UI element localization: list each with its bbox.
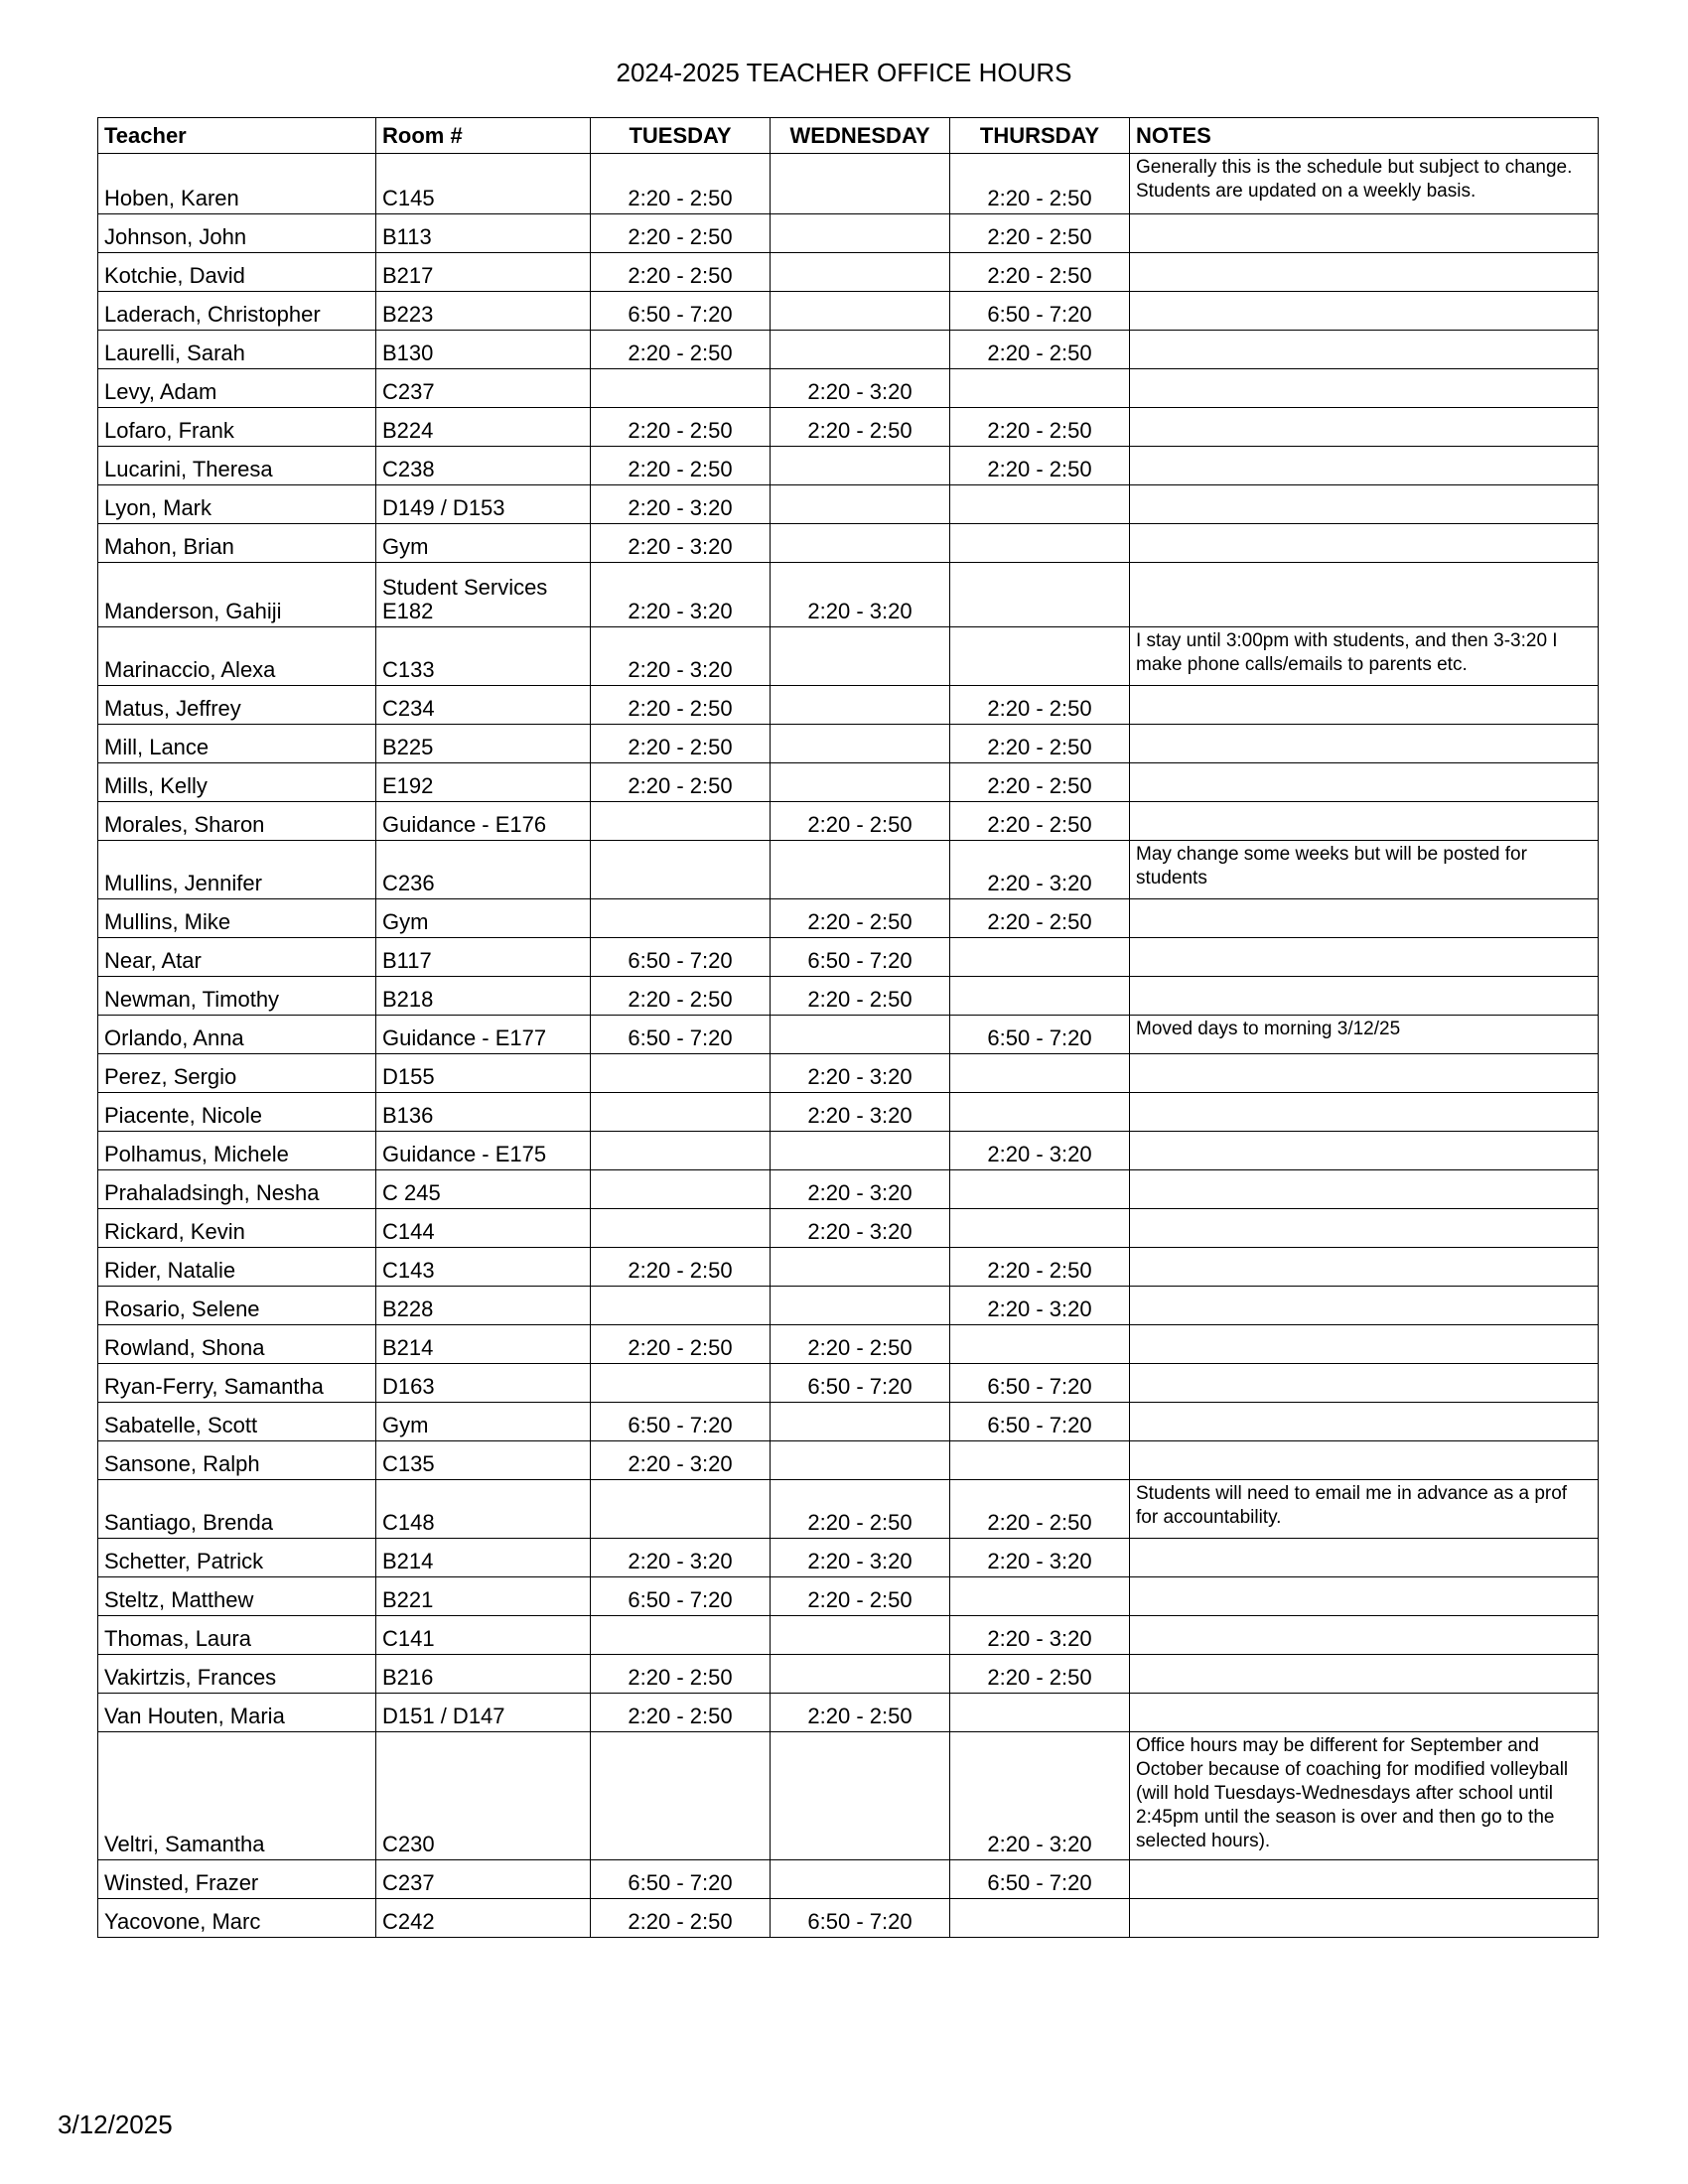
- thursday-cell: 6:50 - 7:20: [950, 1860, 1130, 1899]
- tuesday-cell: [591, 841, 771, 899]
- teacher-cell: Perez, Sergio: [98, 1054, 376, 1093]
- table-row: [98, 1054, 1599, 1093]
- table-row: [98, 1655, 1599, 1694]
- room-cell: D151 / D147: [376, 1694, 591, 1732]
- table-row: [98, 1480, 1599, 1539]
- wednesday-cell: 2:20 - 3:20: [771, 1539, 950, 1577]
- room-cell: C237: [376, 369, 591, 408]
- wednesday-cell: [771, 253, 950, 292]
- room-cell: B221: [376, 1577, 591, 1616]
- room-cell: Gym: [376, 524, 591, 563]
- thursday-cell: 2:20 - 2:50: [950, 214, 1130, 253]
- teacher-cell: Orlando, Anna: [98, 1016, 376, 1054]
- tuesday-cell: 2:20 - 2:50: [591, 253, 771, 292]
- wednesday-cell: [771, 1287, 950, 1325]
- table-row: [98, 627, 1599, 686]
- room-cell: C238: [376, 447, 591, 485]
- header-notes: NOTES: [1130, 118, 1599, 154]
- notes-cell: [1130, 1093, 1599, 1132]
- teacher-cell: Johnson, John: [98, 214, 376, 253]
- teacher-cell: Mill, Lance: [98, 725, 376, 763]
- tuesday-cell: 2:20 - 2:50: [591, 408, 771, 447]
- header-room: Room #: [376, 118, 591, 154]
- notes-cell: [1130, 1694, 1599, 1732]
- room-cell: B214: [376, 1539, 591, 1577]
- thursday-cell: [950, 1694, 1130, 1732]
- teacher-cell: Thomas, Laura: [98, 1616, 376, 1655]
- teacher-cell: Santiago, Brenda: [98, 1480, 376, 1539]
- teacher-cell: Piacente, Nicole: [98, 1093, 376, 1132]
- thursday-cell: [950, 1899, 1130, 1938]
- wednesday-cell: 2:20 - 2:50: [771, 977, 950, 1016]
- table-row: [98, 1287, 1599, 1325]
- table-row: [98, 841, 1599, 899]
- room-cell: Gym: [376, 1403, 591, 1441]
- wednesday-cell: [771, 1132, 950, 1170]
- tuesday-cell: 2:20 - 2:50: [591, 154, 771, 214]
- teacher-cell: Lyon, Mark: [98, 485, 376, 524]
- table-row: [98, 686, 1599, 725]
- wednesday-cell: [771, 524, 950, 563]
- thursday-cell: [950, 369, 1130, 408]
- wednesday-cell: 2:20 - 2:50: [771, 1694, 950, 1732]
- notes-cell: [1130, 214, 1599, 253]
- notes-cell: [1130, 1539, 1599, 1577]
- table-row: [98, 1209, 1599, 1248]
- table-row: [98, 253, 1599, 292]
- table-row: [98, 1093, 1599, 1132]
- tuesday-cell: 2:20 - 3:20: [591, 627, 771, 686]
- table-row: [98, 524, 1599, 563]
- thursday-cell: [950, 627, 1130, 686]
- notes-cell: [1130, 1899, 1599, 1938]
- notes-cell: [1130, 408, 1599, 447]
- room-cell: Student Services E182: [376, 563, 591, 627]
- thursday-cell: 2:20 - 2:50: [950, 899, 1130, 938]
- tuesday-cell: 2:20 - 2:50: [591, 725, 771, 763]
- wednesday-cell: 6:50 - 7:20: [771, 1899, 950, 1938]
- wednesday-cell: 2:20 - 3:20: [771, 563, 950, 627]
- teacher-cell: Polhamus, Michele: [98, 1132, 376, 1170]
- tuesday-cell: 2:20 - 2:50: [591, 1899, 771, 1938]
- thursday-cell: 2:20 - 2:50: [950, 725, 1130, 763]
- thursday-cell: [950, 977, 1130, 1016]
- room-cell: Guidance - E176: [376, 802, 591, 841]
- table-row: [98, 331, 1599, 369]
- notes-cell: Students will need to email me in advance as a prof for accountability.: [1130, 1480, 1599, 1539]
- thursday-cell: 6:50 - 7:20: [950, 1364, 1130, 1403]
- tuesday-cell: [591, 1209, 771, 1248]
- room-cell: B216: [376, 1655, 591, 1694]
- notes-cell: [1130, 1170, 1599, 1209]
- tuesday-cell: 6:50 - 7:20: [591, 938, 771, 977]
- notes-cell: [1130, 802, 1599, 841]
- tuesday-cell: 2:20 - 2:50: [591, 686, 771, 725]
- tuesday-cell: 6:50 - 7:20: [591, 292, 771, 331]
- table-row: [98, 408, 1599, 447]
- wednesday-cell: [771, 292, 950, 331]
- tuesday-cell: [591, 1732, 771, 1860]
- tuesday-cell: [591, 369, 771, 408]
- teacher-cell: Sabatelle, Scott: [98, 1403, 376, 1441]
- wednesday-cell: [771, 485, 950, 524]
- wednesday-cell: [771, 1860, 950, 1899]
- room-cell: B117: [376, 938, 591, 977]
- teacher-cell: Morales, Sharon: [98, 802, 376, 841]
- tuesday-cell: 2:20 - 3:20: [591, 485, 771, 524]
- table-row: [98, 447, 1599, 485]
- table-row: [98, 1577, 1599, 1616]
- room-cell: C144: [376, 1209, 591, 1248]
- table-row: [98, 1016, 1599, 1054]
- teacher-cell: Prahaladsingh, Nesha: [98, 1170, 376, 1209]
- thursday-cell: 2:20 - 2:50: [950, 253, 1130, 292]
- table-row: [98, 292, 1599, 331]
- room-cell: C237: [376, 1860, 591, 1899]
- thursday-cell: 2:20 - 2:50: [950, 408, 1130, 447]
- notes-cell: May change some weeks but will be posted for students: [1130, 841, 1599, 899]
- thursday-cell: [950, 1441, 1130, 1480]
- notes-cell: [1130, 1577, 1599, 1616]
- wednesday-cell: [771, 1655, 950, 1694]
- table-row: [98, 1403, 1599, 1441]
- teacher-cell: Vakirtzis, Frances: [98, 1655, 376, 1694]
- tuesday-cell: 2:20 - 2:50: [591, 1694, 771, 1732]
- thursday-cell: 2:20 - 3:20: [950, 1732, 1130, 1860]
- teacher-cell: Sansone, Ralph: [98, 1441, 376, 1480]
- wednesday-cell: 2:20 - 3:20: [771, 1054, 950, 1093]
- notes-cell: [1130, 977, 1599, 1016]
- teacher-cell: Mullins, Mike: [98, 899, 376, 938]
- notes-cell: [1130, 253, 1599, 292]
- room-cell: B223: [376, 292, 591, 331]
- page-title: 2024-2025 TEACHER OFFICE HOURS: [616, 58, 1072, 87]
- thursday-cell: 2:20 - 2:50: [950, 447, 1130, 485]
- table-row: [98, 1539, 1599, 1577]
- teacher-cell: Mills, Kelly: [98, 763, 376, 802]
- room-cell: Gym: [376, 899, 591, 938]
- notes-cell: [1130, 369, 1599, 408]
- table-row: [98, 214, 1599, 253]
- wednesday-cell: [771, 686, 950, 725]
- notes-cell: [1130, 1403, 1599, 1441]
- room-cell: C230: [376, 1732, 591, 1860]
- notes-cell: [1130, 485, 1599, 524]
- room-cell: C143: [376, 1248, 591, 1287]
- room-cell: D149 / D153: [376, 485, 591, 524]
- table-body: [98, 154, 1599, 1938]
- room-cell: C133: [376, 627, 591, 686]
- thursday-cell: 2:20 - 2:50: [950, 1248, 1130, 1287]
- teacher-cell: Newman, Timothy: [98, 977, 376, 1016]
- table-header-row: [98, 118, 1599, 154]
- thursday-cell: [950, 1093, 1130, 1132]
- notes-cell: [1130, 1441, 1599, 1480]
- office-hours-table: [97, 117, 1599, 1938]
- table-row: [98, 485, 1599, 524]
- teacher-cell: Mahon, Brian: [98, 524, 376, 563]
- teacher-cell: Lofaro, Frank: [98, 408, 376, 447]
- room-cell: C135: [376, 1441, 591, 1480]
- table-row: [98, 938, 1599, 977]
- thursday-cell: 2:20 - 2:50: [950, 1655, 1130, 1694]
- room-cell: B214: [376, 1325, 591, 1364]
- header-wednesday: WEDNESDAY: [771, 118, 950, 154]
- thursday-cell: 2:20 - 2:50: [950, 331, 1130, 369]
- thursday-cell: 6:50 - 7:20: [950, 1016, 1130, 1054]
- tuesday-cell: [591, 1616, 771, 1655]
- table-row: [98, 563, 1599, 627]
- notes-cell: [1130, 292, 1599, 331]
- table-row: [98, 1364, 1599, 1403]
- room-cell: E192: [376, 763, 591, 802]
- wednesday-cell: [771, 725, 950, 763]
- tuesday-cell: 2:20 - 2:50: [591, 447, 771, 485]
- thursday-cell: 2:20 - 3:20: [950, 1616, 1130, 1655]
- room-cell: C234: [376, 686, 591, 725]
- room-cell: C242: [376, 1899, 591, 1938]
- thursday-cell: 2:20 - 2:50: [950, 1480, 1130, 1539]
- teacher-cell: Veltri, Samantha: [98, 1732, 376, 1860]
- teacher-cell: Kotchie, David: [98, 253, 376, 292]
- table-row: [98, 1325, 1599, 1364]
- thursday-cell: [950, 1054, 1130, 1093]
- room-cell: C 245: [376, 1170, 591, 1209]
- wednesday-cell: [771, 154, 950, 214]
- header-thursday: THURSDAY: [950, 118, 1130, 154]
- header-teacher: Teacher: [98, 118, 376, 154]
- wednesday-cell: [771, 214, 950, 253]
- room-cell: B228: [376, 1287, 591, 1325]
- notes-cell: [1130, 1209, 1599, 1248]
- room-cell: B217: [376, 253, 591, 292]
- notes-cell: [1130, 1860, 1599, 1899]
- tuesday-cell: [591, 1093, 771, 1132]
- thursday-cell: 2:20 - 2:50: [950, 763, 1130, 802]
- tuesday-cell: 6:50 - 7:20: [591, 1016, 771, 1054]
- tuesday-cell: 6:50 - 7:20: [591, 1577, 771, 1616]
- teacher-cell: Matus, Jeffrey: [98, 686, 376, 725]
- notes-cell: [1130, 447, 1599, 485]
- teacher-cell: Hoben, Karen: [98, 154, 376, 214]
- thursday-cell: [950, 1170, 1130, 1209]
- tuesday-cell: [591, 1132, 771, 1170]
- notes-cell: [1130, 1054, 1599, 1093]
- table-row: [98, 977, 1599, 1016]
- table-row: [98, 154, 1599, 214]
- tuesday-cell: 2:20 - 2:50: [591, 1325, 771, 1364]
- table-row: [98, 1132, 1599, 1170]
- room-cell: D163: [376, 1364, 591, 1403]
- tuesday-cell: [591, 899, 771, 938]
- wednesday-cell: [771, 1616, 950, 1655]
- notes-cell: [1130, 563, 1599, 627]
- tuesday-cell: [591, 802, 771, 841]
- thursday-cell: [950, 524, 1130, 563]
- room-cell: B224: [376, 408, 591, 447]
- wednesday-cell: [771, 763, 950, 802]
- notes-cell: [1130, 1655, 1599, 1694]
- wednesday-cell: 2:20 - 3:20: [771, 1170, 950, 1209]
- teacher-cell: Rosario, Selene: [98, 1287, 376, 1325]
- notes-cell: [1130, 1248, 1599, 1287]
- teacher-cell: Rowland, Shona: [98, 1325, 376, 1364]
- table-row: [98, 1899, 1599, 1938]
- teacher-cell: Levy, Adam: [98, 369, 376, 408]
- thursday-cell: 2:20 - 3:20: [950, 1132, 1130, 1170]
- tuesday-cell: 2:20 - 3:20: [591, 1539, 771, 1577]
- teacher-cell: Laderach, Christopher: [98, 292, 376, 331]
- wednesday-cell: 2:20 - 2:50: [771, 1480, 950, 1539]
- tuesday-cell: 6:50 - 7:20: [591, 1860, 771, 1899]
- tuesday-cell: 2:20 - 2:50: [591, 214, 771, 253]
- table-row: [98, 1616, 1599, 1655]
- notes-cell: [1130, 1364, 1599, 1403]
- wednesday-cell: [771, 1441, 950, 1480]
- tuesday-cell: 2:20 - 2:50: [591, 763, 771, 802]
- wednesday-cell: 2:20 - 2:50: [771, 408, 950, 447]
- table-row: [98, 1860, 1599, 1899]
- room-cell: Guidance - E177: [376, 1016, 591, 1054]
- tuesday-cell: [591, 1287, 771, 1325]
- teacher-cell: Marinaccio, Alexa: [98, 627, 376, 686]
- table-row: [98, 1248, 1599, 1287]
- thursday-cell: [950, 1577, 1130, 1616]
- tuesday-cell: 2:20 - 2:50: [591, 1248, 771, 1287]
- thursday-cell: 2:20 - 3:20: [950, 1287, 1130, 1325]
- room-cell: B113: [376, 214, 591, 253]
- teacher-cell: Mullins, Jennifer: [98, 841, 376, 899]
- wednesday-cell: [771, 1732, 950, 1860]
- notes-cell: [1130, 524, 1599, 563]
- table-row: [98, 369, 1599, 408]
- teacher-cell: Laurelli, Sarah: [98, 331, 376, 369]
- wednesday-cell: [771, 1248, 950, 1287]
- room-cell: B218: [376, 977, 591, 1016]
- table-row: [98, 1732, 1599, 1860]
- teacher-cell: Manderson, Gahiji: [98, 563, 376, 627]
- notes-cell: [1130, 1287, 1599, 1325]
- thursday-cell: [950, 563, 1130, 627]
- thursday-cell: 2:20 - 2:50: [950, 686, 1130, 725]
- tuesday-cell: 2:20 - 3:20: [591, 1441, 771, 1480]
- teacher-cell: Rickard, Kevin: [98, 1209, 376, 1248]
- wednesday-cell: 6:50 - 7:20: [771, 938, 950, 977]
- tuesday-cell: 6:50 - 7:20: [591, 1403, 771, 1441]
- footer-date: 3/12/2025: [58, 2110, 173, 2139]
- wednesday-cell: 2:20 - 2:50: [771, 899, 950, 938]
- room-cell: B130: [376, 331, 591, 369]
- thursday-cell: 6:50 - 7:20: [950, 1403, 1130, 1441]
- table-row: [98, 725, 1599, 763]
- room-cell: C145: [376, 154, 591, 214]
- wednesday-cell: 2:20 - 3:20: [771, 1093, 950, 1132]
- wednesday-cell: [771, 1403, 950, 1441]
- table-row: [98, 899, 1599, 938]
- room-cell: D155: [376, 1054, 591, 1093]
- wednesday-cell: [771, 627, 950, 686]
- notes-cell: Moved days to morning 3/12/25: [1130, 1016, 1599, 1054]
- wednesday-cell: 2:20 - 3:20: [771, 1209, 950, 1248]
- notes-cell: [1130, 899, 1599, 938]
- teacher-cell: Ryan-Ferry, Samantha: [98, 1364, 376, 1403]
- thursday-cell: 2:20 - 2:50: [950, 154, 1130, 214]
- tuesday-cell: 2:20 - 3:20: [591, 524, 771, 563]
- wednesday-cell: [771, 1016, 950, 1054]
- tuesday-cell: 2:20 - 2:50: [591, 331, 771, 369]
- teacher-cell: Near, Atar: [98, 938, 376, 977]
- room-cell: C141: [376, 1616, 591, 1655]
- thursday-cell: [950, 1209, 1130, 1248]
- thursday-cell: 6:50 - 7:20: [950, 292, 1130, 331]
- thursday-cell: 2:20 - 2:50: [950, 802, 1130, 841]
- tuesday-cell: 2:20 - 2:50: [591, 1655, 771, 1694]
- teacher-cell: Yacovone, Marc: [98, 1899, 376, 1938]
- wednesday-cell: 2:20 - 3:20: [771, 369, 950, 408]
- room-cell: Guidance - E175: [376, 1132, 591, 1170]
- tuesday-cell: 2:20 - 3:20: [591, 563, 771, 627]
- teacher-cell: Steltz, Matthew: [98, 1577, 376, 1616]
- room-cell: B225: [376, 725, 591, 763]
- teacher-cell: Van Houten, Maria: [98, 1694, 376, 1732]
- thursday-cell: [950, 938, 1130, 977]
- notes-cell: Generally this is the schedule but subject to change. Students are updated on a weekly basis.: [1130, 154, 1599, 214]
- table-row: [98, 1694, 1599, 1732]
- table-row: [98, 1441, 1599, 1480]
- thursday-cell: [950, 485, 1130, 524]
- tuesday-cell: 2:20 - 2:50: [591, 977, 771, 1016]
- notes-cell: [1130, 331, 1599, 369]
- thursday-cell: 2:20 - 3:20: [950, 1539, 1130, 1577]
- notes-cell: Office hours may be different for September and October because of coaching for modified volleyball (will hold Tuesdays-Wednesdays after school until 2:45pm until the season is over and then go to the selected hours).: [1130, 1732, 1599, 1860]
- tuesday-cell: [591, 1170, 771, 1209]
- notes-cell: I stay until 3:00pm with students, and then 3-3:20 I make phone calls/emails to parents etc.: [1130, 627, 1599, 686]
- wednesday-cell: 2:20 - 2:50: [771, 1325, 950, 1364]
- wednesday-cell: [771, 841, 950, 899]
- tuesday-cell: [591, 1480, 771, 1539]
- teacher-cell: Schetter, Patrick: [98, 1539, 376, 1577]
- notes-cell: [1130, 1616, 1599, 1655]
- room-cell: B136: [376, 1093, 591, 1132]
- wednesday-cell: [771, 447, 950, 485]
- notes-cell: [1130, 1325, 1599, 1364]
- notes-cell: [1130, 725, 1599, 763]
- notes-cell: [1130, 686, 1599, 725]
- notes-cell: [1130, 938, 1599, 977]
- notes-cell: [1130, 1132, 1599, 1170]
- teacher-cell: Rider, Natalie: [98, 1248, 376, 1287]
- room-cell: C148: [376, 1480, 591, 1539]
- notes-cell: [1130, 763, 1599, 802]
- tuesday-cell: [591, 1054, 771, 1093]
- table-row: [98, 802, 1599, 841]
- room-cell: C236: [376, 841, 591, 899]
- teacher-cell: Lucarini, Theresa: [98, 447, 376, 485]
- thursday-cell: [950, 1325, 1130, 1364]
- tuesday-cell: [591, 1364, 771, 1403]
- wednesday-cell: 6:50 - 7:20: [771, 1364, 950, 1403]
- wednesday-cell: 2:20 - 2:50: [771, 1577, 950, 1616]
- table-row: [98, 763, 1599, 802]
- table-row: [98, 1170, 1599, 1209]
- wednesday-cell: [771, 331, 950, 369]
- thursday-cell: 2:20 - 3:20: [950, 841, 1130, 899]
- header-tuesday: TUESDAY: [591, 118, 771, 154]
- wednesday-cell: 2:20 - 2:50: [771, 802, 950, 841]
- teacher-cell: Winsted, Frazer: [98, 1860, 376, 1899]
